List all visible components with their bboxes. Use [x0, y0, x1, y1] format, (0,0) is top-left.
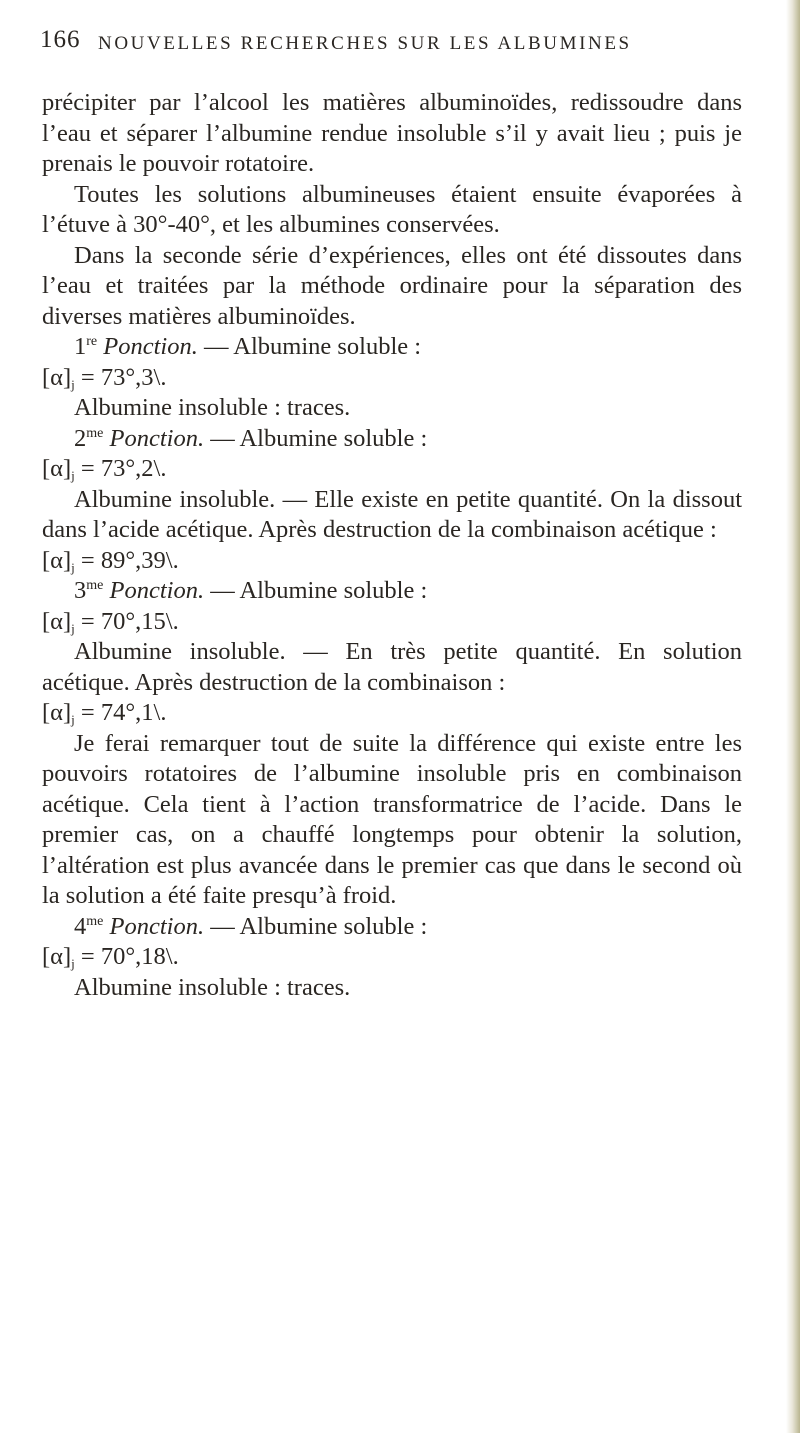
- paragraph: Toutes les solutions albumineuses étaient ensuite évaporées à l’étuve à 30°-40°, et les albumines conservées.: [42, 180, 742, 238]
- paragraph: Albumine insoluble : traces.: [74, 973, 351, 1001]
- puncture-title: Ponction.: [109, 577, 205, 604]
- puncture-heading: $3^{me}$ Ponction. — Albumine soluble :: [74, 577, 428, 604]
- page-edge-shadow: [786, 0, 800, 1433]
- rotation-formula: $[\alpha]_j$ = 89°,39\.: [42, 546, 179, 575]
- puncture-heading: $2^{me}$ Ponction. — Albumine soluble :: [74, 424, 428, 452]
- page-header: [40, 26, 740, 62]
- running-head: NOUVELLES RECHERCHES SUR LES ALBUMINES: [98, 33, 632, 54]
- paragraph: Je ferai remarquer tout de suite la différence qui existe entre les pouvoirs rotatoires de l’albumine insoluble pris en combinaison acétique. Cela tient à l’action transformatrice de l’acide. Dans le premier cas, on a chauffé longtemps pour obtenir la solution, l’altération est plus avancée dans le premier cas que dans le second où la solution a été faite presqu’à froid.: [42, 729, 742, 909]
- puncture-title: Ponction.: [103, 333, 198, 360]
- paragraph: Albumine insoluble : traces.: [74, 394, 351, 421]
- puncture-title: Ponction.: [109, 424, 205, 452]
- text-body: [42, 88, 742, 1003]
- rotation-formula: $[\alpha]_j$ = 73°,2\.: [42, 455, 167, 483]
- rotation-formula: $[\alpha]_j$ = 70°,15\.: [42, 607, 179, 636]
- paragraph: précipiter par l’alcool les matières albuminoïdes, redissoudre dans l’eau et séparer l’albumine rendue insoluble s’il y avait lieu ; puis je prenais le pouvoir rotatoire.: [42, 89, 742, 177]
- puncture-heading: 1re Ponction. — Albumine soluble :: [74, 333, 422, 360]
- paragraph: Albumine insoluble. — Elle existe en petite quantité. On la dissout dans l’acide acétique. Après destruction de la combinaison acétique :: [42, 485, 742, 543]
- paragraph: Albumine insoluble. — En très petite quantité. En solution acétique. Après destruction de la combinaison :: [42, 638, 742, 696]
- rotation-formula: $[\alpha]_j$ = 74°,1\.: [42, 699, 167, 727]
- page-number: 166: [40, 26, 81, 53]
- puncture-heading: $4^{me}$ Ponction. — Albumine soluble :: [74, 912, 428, 940]
- puncture-title: Ponction.: [109, 912, 205, 940]
- rotation-formula: $[\alpha]_j$ = 70°,18\.: [42, 943, 179, 971]
- rotation-formula: $[\alpha]_j$ = 73°,3\.: [42, 363, 167, 392]
- paragraph: Dans la seconde série d’expériences, elles ont été dissoutes dans l’eau et traitées par la méthode ordinaire pour la séparation des diverses matières albuminoïdes.: [42, 241, 742, 330]
